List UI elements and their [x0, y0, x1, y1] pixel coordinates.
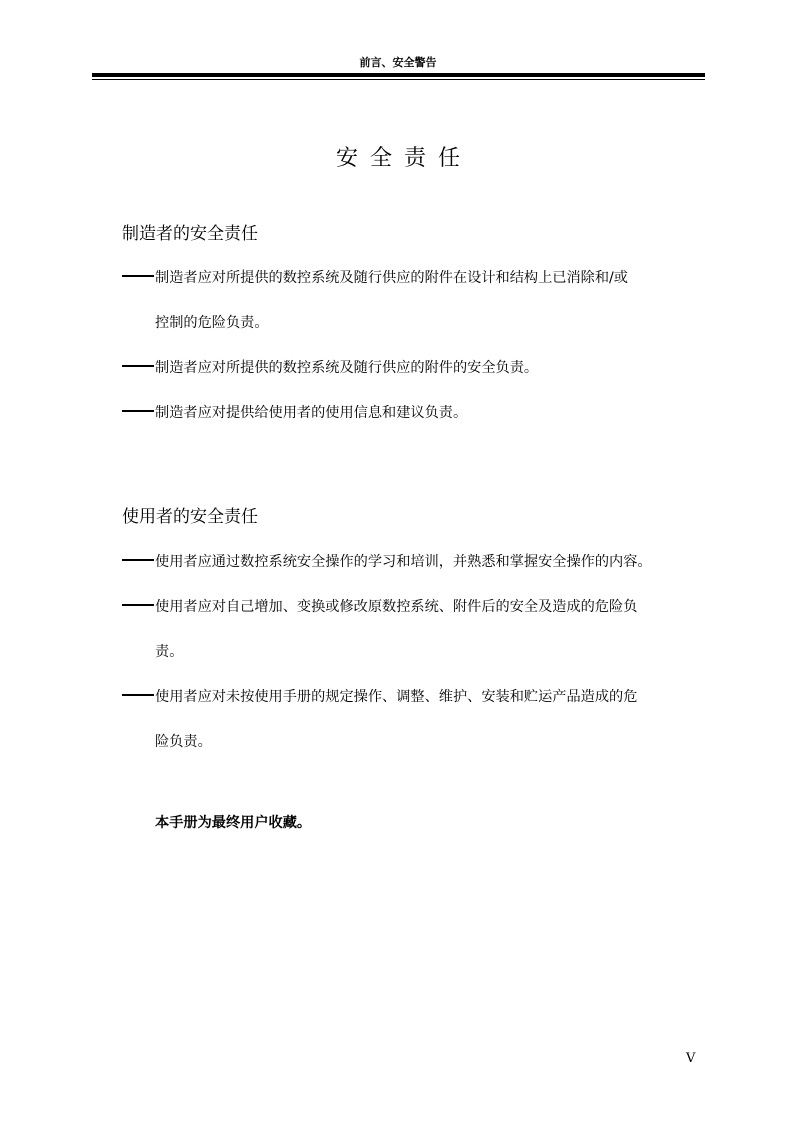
list-item — [122, 346, 702, 391]
item-text-continued: 责。 — [155, 644, 184, 660]
dash-mark — [122, 346, 155, 391]
item-text-continued: 控制的危险负责。 — [155, 315, 269, 331]
item-text: 使用者应对未按使用手册的规定操作、调整、维护、安装和贮运产品造成的危 — [155, 689, 638, 705]
list-item — [122, 585, 702, 675]
list-item — [122, 540, 702, 585]
dash-mark — [122, 256, 155, 301]
item-text: 使用者应对自己增加、变换或修改原数控系统、附件后的安全及造成的危险负 — [155, 599, 638, 615]
item-text: 制造者应对所提供的数控系统及随行供应的附件在设计和结构上已消除和/或 — [155, 270, 628, 286]
dash-mark — [122, 391, 155, 436]
note-text: 本手册为最终用户收藏。 — [155, 815, 312, 831]
header-rule-thick — [92, 73, 705, 77]
section-title-user: 使用者的安全责任 — [122, 507, 258, 527]
running-header: 前言、安全警告 — [359, 56, 437, 69]
dash-mark — [122, 675, 155, 720]
page-title: 安全责任 — [335, 146, 472, 171]
list-item — [122, 675, 702, 765]
list-item — [122, 256, 702, 346]
header-rule-thin — [92, 79, 705, 80]
dash-mark — [122, 540, 155, 585]
section-title-manufacturer: 制造者的安全责任 — [122, 224, 258, 244]
list-item — [122, 391, 702, 436]
item-text: 制造者应对提供给使用者的使用信息和建议负责。 — [155, 405, 468, 421]
item-text: 制造者应对所提供的数控系统及随行供应的附件的安全负责。 — [155, 360, 539, 376]
dash-mark — [122, 585, 155, 630]
item-text: 使用者应通过数控系统安全操作的学习和培训，并熟悉和掌握安全操作的内容。 — [155, 554, 652, 570]
page-number: V — [686, 1051, 696, 1066]
item-text-continued: 险负责。 — [155, 734, 212, 750]
